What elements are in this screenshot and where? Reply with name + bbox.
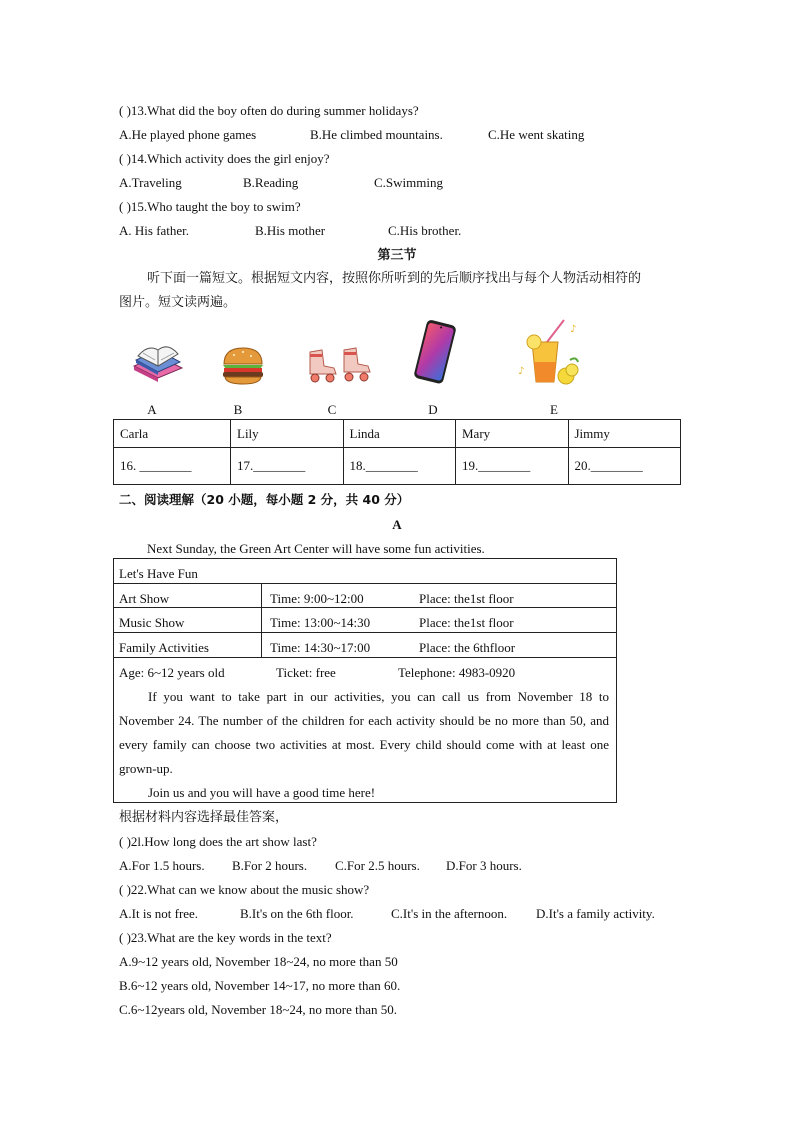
picture-label-e: E <box>550 402 558 417</box>
q23-option-a: A.9~12 years old, November 18~24, no more than 50 <box>119 954 398 969</box>
q14-option-c: C.Swimming <box>374 175 443 190</box>
q23-option-c: C.6~12years old, November 18~24, no more than 50. <box>119 1002 397 1017</box>
picture-label-b: B <box>233 402 243 417</box>
section-3-instruction-line2: 图片。短文读两遍。 <box>119 295 237 310</box>
q21-option-b: B.For 2 hours. <box>232 858 308 873</box>
q14-option-a: A.Traveling <box>119 175 182 190</box>
question-13-stem: ( )13.What did the boy often do during summer holidays? <box>119 103 419 118</box>
question-15-stem: ( )15.Who taught the boy to swim? <box>119 199 301 214</box>
q22-option-d: D.It's a family activity. <box>536 906 655 921</box>
section-3-title: 第三节 <box>377 247 417 262</box>
name-cell-mary: Mary <box>456 420 569 448</box>
row-music-show-name: Music Show <box>119 615 185 630</box>
notice-age: Age: 6~12 years old <box>119 665 225 680</box>
q23-option-b: B.6~12 years old, November 14~17, no more than 60. <box>119 978 401 993</box>
notice-box <box>113 558 617 803</box>
q13-option-c: C.He went skating <box>488 127 585 142</box>
svg-text:♪: ♪ <box>570 324 577 335</box>
question-21-stem: ( )2l.How long does the art show last? <box>119 834 317 849</box>
q15-option-a: A. His father. <box>119 223 190 238</box>
notice-paragraph: If you want to take part in our activities, you can call us from November 18 to November 24. The number of the children for each activity should be no more than 50, and every family can choose two activities at most. Every child should come with at least one grown-up. <box>119 689 609 776</box>
passage-label: A <box>392 517 402 532</box>
q14-option-b: B.Reading <box>243 175 299 190</box>
name-cell-jimmy: Jimmy <box>568 420 681 448</box>
q22-option-c: C.It's in the afternoon. <box>391 906 508 921</box>
svg-text:♪: ♪ <box>518 366 525 377</box>
row-family-activities-time: Time: 14:30~17:00 <box>270 640 371 655</box>
row-music-show-time: Time: 13:00~14:30 <box>270 615 371 630</box>
answer-blank-17[interactable]: 17.________ <box>231 448 344 485</box>
name-cell-linda: Linda <box>343 420 456 448</box>
notice-title: Let's Have Fun <box>119 566 198 581</box>
notice-telephone: Telephone: 4983-0920 <box>398 665 516 680</box>
matching-table <box>113 419 681 485</box>
answer-blank-16[interactable]: 16. ________ <box>114 448 231 485</box>
question-22-stem: ( )22.What can we know about the music show? <box>119 882 370 897</box>
q21-option-d: D.For 3 hours. <box>446 858 522 873</box>
q13-option-a: A.He played phone games <box>119 127 257 142</box>
hamburger-icon <box>220 346 266 386</box>
answer-blank-18[interactable]: 18.________ <box>343 448 456 485</box>
answer-blank-20[interactable]: 20.________ <box>568 448 681 485</box>
picture-label-d: D <box>428 402 438 417</box>
picture-label-a: A <box>147 402 157 417</box>
q15-option-b: B.His mother <box>255 223 326 238</box>
question-23-stem: ( )23.What are the key words in the text? <box>119 930 332 945</box>
roller-skates-icon <box>306 346 378 386</box>
row-family-activities-name: Family Activities <box>119 640 209 655</box>
name-cell-lily: Lily <box>231 420 344 448</box>
row-art-show-name: Art Show <box>119 591 170 606</box>
passage-intro: Next Sunday, the Green Art Center will have some fun activities. <box>147 541 485 556</box>
q21-option-c: C.For 2.5 hours. <box>335 858 420 873</box>
smartphone-icon <box>408 318 464 386</box>
row-music-show-place: Place: the1st floor <box>419 615 514 630</box>
row-family-activities-place: Place: the 6thfloor <box>419 640 516 655</box>
books-icon <box>128 340 186 384</box>
reading-instruction: 根据材料内容选择最佳答案， <box>119 810 289 825</box>
name-cell-carla: Carla <box>114 420 231 448</box>
reading-heading: 二、阅读理解（20 小题，每小题 2 分，共 40 分） <box>119 492 410 507</box>
row-art-show-time: Time: 9:00~12:00 <box>270 591 364 606</box>
q21-option-a: A.For 1.5 hours. <box>119 858 205 873</box>
q22-option-b: B.It's on the 6th floor. <box>240 906 354 921</box>
section-3-instruction-line1: 听下面一篇短文。根据短文内容，按照你所听到的先后顺序找出与每个人物活动相符的 <box>147 271 642 286</box>
q13-option-b: B.He climbed mountains. <box>310 127 443 142</box>
row-art-show-place: Place: the1st floor <box>419 591 514 606</box>
lemonade-icon <box>514 316 582 388</box>
question-14-stem: ( )14.Which activity does the girl enjoy? <box>119 151 330 166</box>
q15-option-c: C.His brother. <box>388 223 462 238</box>
notice-closing: Join us and you will have a good time here! <box>148 785 376 800</box>
q22-option-a: A.It is not free. <box>119 906 199 921</box>
answer-blank-19[interactable]: 19.________ <box>456 448 569 485</box>
notice-ticket: Ticket: free <box>276 665 336 680</box>
picture-label-c: C <box>327 402 337 417</box>
